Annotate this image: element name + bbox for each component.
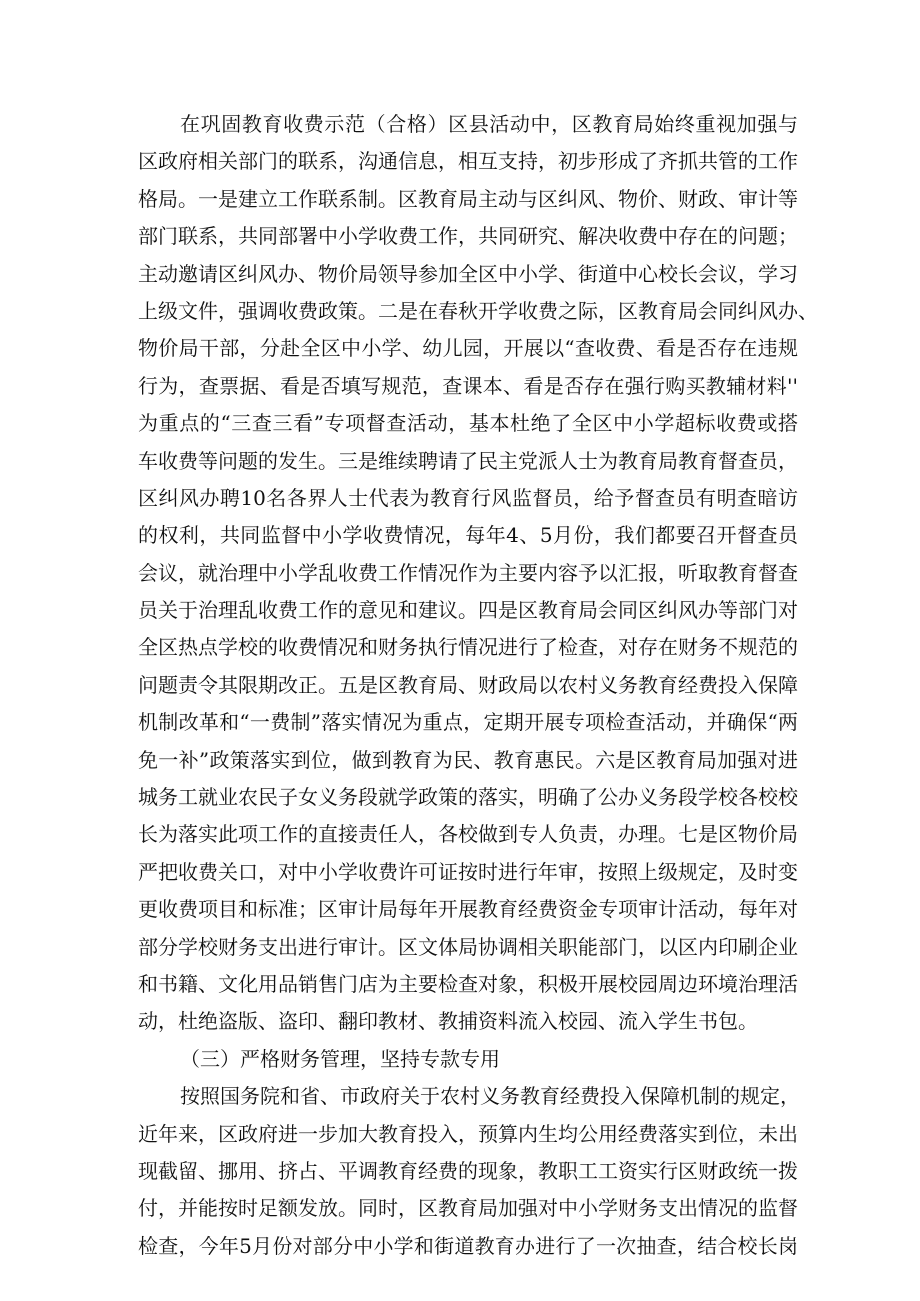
text-line: 长为落实此项工作的直接责任人，各校做到专人负责，办理。七是区物价局 bbox=[138, 822, 798, 847]
text-line: 会议，就治理中小学乱收费工作情况作为主要内容予以汇报，听取教育督查 bbox=[138, 560, 798, 585]
text-line: 区纠风办聘10名各界人士代表为教育行风监督员，给予督查员有明查暗访 bbox=[138, 485, 798, 510]
text-line: 按照国务院和省、市政府关于农村义务教育经费投入保障机制的规定， bbox=[180, 1084, 800, 1109]
text-line: 付，并能按时足额发放。同时，区教育局加强对中小学财务支出情况的监督 bbox=[138, 1196, 798, 1221]
text-line: 和书籍、文化用品销售门店为主要检查对象，积极开展校园周边环境治理活 bbox=[138, 971, 798, 996]
text-line: 全区热点学校的收费情况和财务执行情况进行了检查，对存在财务不规范的 bbox=[138, 635, 798, 660]
text-line: 区政府相关部门的联系，沟通信息，相互支持，初步形成了齐抓共管的工作 bbox=[138, 149, 798, 174]
text-line: 动，杜绝盗版、盗印、翻印教材、教捕资料流入校园、流入学生书包。 bbox=[138, 1009, 758, 1034]
text-line: 车收费等问题的发生。三是维续聘请了民主党派人士为教育局教育督查员， bbox=[138, 448, 798, 473]
text-line: 检查，今年5月份对部分中小学和街道教育办进行了一次抽查，结合校长岗 bbox=[138, 1233, 798, 1258]
text-line: 为重点的“三查三看”专项督查活动，基本杜绝了全区中小学超标收费或搭 bbox=[138, 411, 798, 436]
text-line: 现截留、挪用、挤占、平调教育经费的现象，教职工工资实行区财政统一拨 bbox=[138, 1158, 798, 1183]
text-line: 免一补”政策落实到位，做到教育为民、教育惠民。六是区教育局加强对进 bbox=[138, 747, 798, 772]
text-line: 部分学校财务支出进行审计。区文体局协调相关职能部门，以区内印刷企业 bbox=[138, 934, 798, 959]
text-line: 主动邀请区纠风办、物价局领导参加全区中小学、街道中心校长会议，学习 bbox=[138, 261, 798, 286]
text-line: 问题责令其限期改正。五是区教育局、财政局以农村义务教育经费投入保障 bbox=[138, 672, 798, 697]
text-line: 在巩固教育收费示范（合格）区县活动中，区教育局始终重视加强与 bbox=[180, 112, 798, 136]
paragraph-1 bbox=[138, 106, 818, 1265]
text-line: 近年来，区政府进一步加大教育投入，预算内生均公用经费落实到位，未出 bbox=[138, 1121, 798, 1146]
text-line: 部门联系，共同部署中小学收费工作，共同研究、解决收费中存在的问题； bbox=[138, 224, 798, 249]
text-line: 机制改革和“一费制”落实情况为重点，定期开展专项检查活动，并确保“两 bbox=[138, 710, 798, 735]
section-heading: （三）严格财务管理，坚持专款专用 bbox=[180, 1046, 500, 1071]
text-line: 更收费项目和标准；区审计局每年开展教育经费资金专项审计活动，每年对 bbox=[138, 897, 798, 922]
text-line: 上级文件，强调收费政策。二是在春秋开学收费之际，区教育局会同纠风办、 bbox=[138, 298, 818, 323]
text-line: 严把收费关口，对中小学收费许可证按时进行年审，按照上级规定，及时变 bbox=[138, 859, 798, 884]
text-line: 行为，查票据、看是否填写规范，查课本、看是否存在强行购买教辅材料'' bbox=[138, 373, 798, 398]
text-line: 员关于治理乱收费工作的意见和建议。四是区教育局会同区纠风办等部门对 bbox=[138, 598, 798, 623]
text-line: 格局。一是建立工作联系制。区教育局主动与区纠风、物价、财政、审计等 bbox=[138, 186, 798, 211]
text-line: 的权利，共同监督中小学收费情况，每年4、5月份，我们都要召开督查员 bbox=[138, 523, 798, 548]
text-line: 物价局干部，分赴全区中小学、幼儿园，开展以“查收费、看是否存在违规 bbox=[138, 336, 798, 361]
text-line: 城务工就业农民子女义务段就学政策的落实，明确了公办义务段学校各校校 bbox=[138, 785, 798, 810]
